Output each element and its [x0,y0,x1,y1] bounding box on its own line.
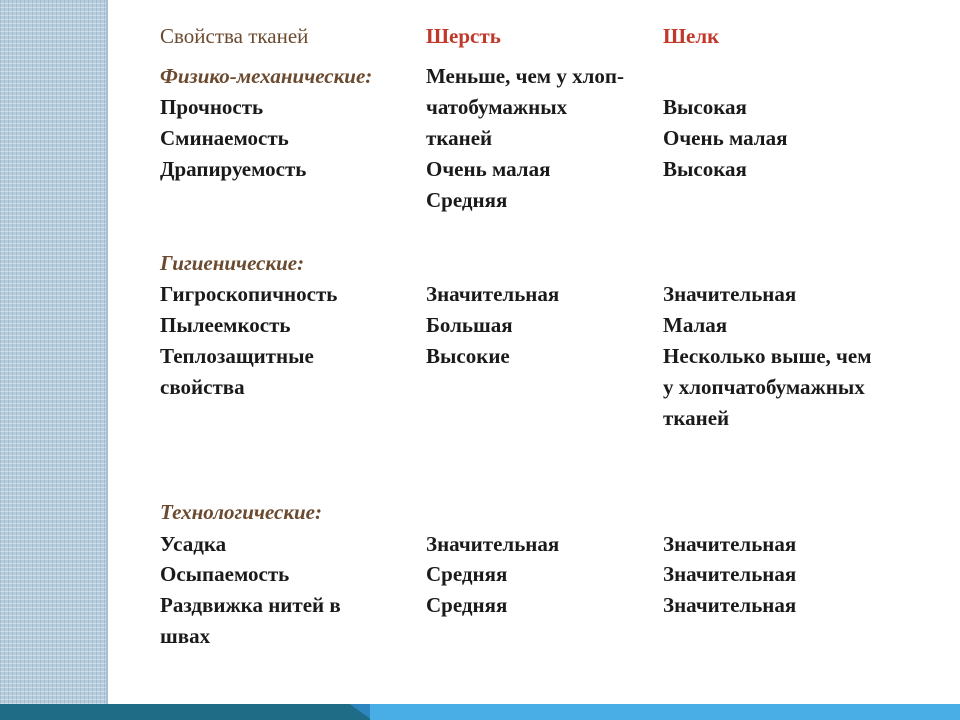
prop-seam-slippage-line-1: Раздвижка нитей в [160,593,341,617]
section-technological: Технологические: [160,500,322,524]
wool-hygroscopicity: Значительная [426,282,560,306]
wool-mechanical-line-1: Меньше, чем у хлоп- [426,64,624,88]
silk-strength: Высокая [663,95,747,119]
silk-seam-slippage: Значительная [663,593,797,617]
wool-dust-capacity: Большая [426,313,513,337]
silk-fraying: Значительная [663,562,797,586]
wool-fraying: Средняя [426,562,508,586]
wool-mechanical-line-2: чатобумажных [426,95,568,119]
silk-thermal-line-3: тканей [663,406,730,430]
section-mechanical: Физико-механические: [160,64,373,88]
bottom-bar-dark-segment [0,704,372,720]
silk-drape: Высокая [663,157,747,181]
prop-fraying: Осыпаемость [160,562,290,586]
wool-shrinkage: Значительная [426,532,560,556]
wool-seam-slippage: Средняя [426,593,508,617]
wool-mechanical-line-5: Средняя [426,188,508,212]
wool-mechanical-line-4: Очень малая [426,157,551,181]
prop-thermal-line-2: свойства [160,375,245,399]
prop-thermal-line-1: Теплозащитные [160,344,314,368]
header-wool: Шерсть [426,24,501,48]
header-properties: Свойства тканей [160,24,309,48]
prop-crease: Сминаемость [160,126,289,150]
prop-hygroscopicity: Гигроскопичность [160,282,338,306]
silk-hygroscopicity: Значительная [663,282,797,306]
prop-dust-capacity: Пылеемкость [160,313,291,337]
silk-thermal-line-1: Несколько выше, чем [663,344,872,368]
left-decorative-sidebar [0,0,108,704]
silk-shrinkage: Значительная [663,532,797,556]
prop-shrinkage: Усадка [160,532,227,556]
silk-dust-capacity: Малая [663,313,728,337]
wool-mechanical-line-3: тканей [426,126,493,150]
silk-thermal-line-2: у хлопчатобумажных [663,375,865,399]
prop-strength: Прочность [160,95,264,119]
bottom-decorative-bar [0,704,960,720]
prop-drape: Драпируемость [160,157,307,181]
section-hygienic: Гигиенические: [160,251,305,275]
silk-crease: Очень малая [663,126,788,150]
bottom-bar-light-segment [370,704,960,720]
header-silk: Шелк [663,24,720,48]
wool-thermal: Высокие [426,344,510,368]
prop-seam-slippage-line-2: швах [160,624,211,648]
